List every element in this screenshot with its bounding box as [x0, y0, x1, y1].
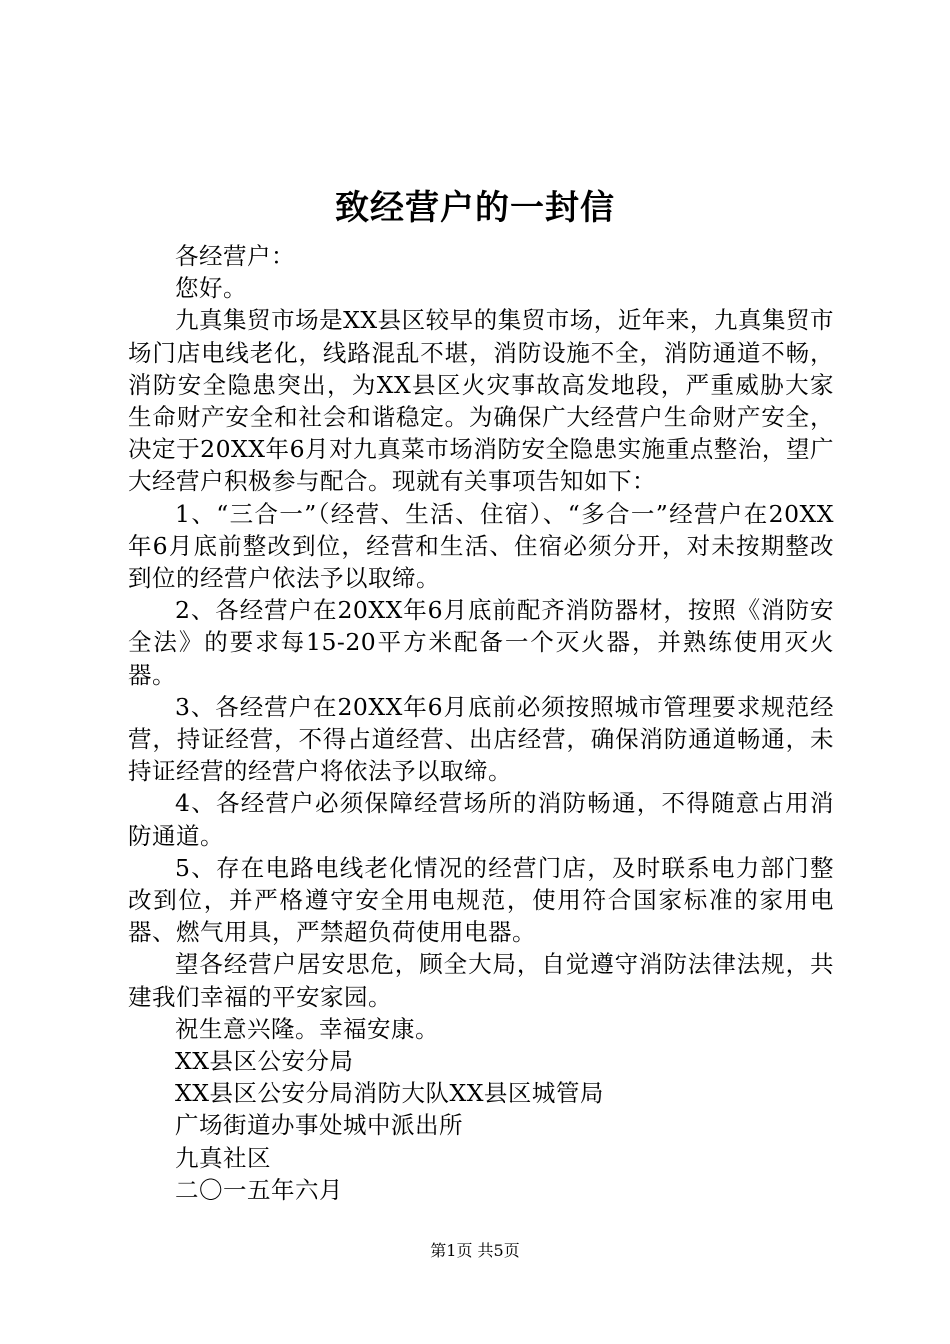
signature-2: XX县区公安分局消防大队XX县区城管局 — [175, 1079, 604, 1108]
item-1: 1、“三合一”（经营、生活、住宿）、“多合一”经营户在20XX年6月底前整改到位，经营和生活、住宿必须分开，对未按期整改到位的经营户依法予以取缔。 — [128, 499, 834, 593]
item-4: 4、各经营户必须保障经营场所的消防畅通，不得随意占用消防通道。 — [128, 789, 834, 850]
letter-body — [128, 240, 834, 1206]
salutation: 您好。 — [175, 274, 247, 303]
item-2: 2、各经营户在20XX年6月底前配齐消防器材，按照《消防安全法》的要求每15-20平方米配备一个灭火器，并熟练使用灭火器。 — [128, 596, 834, 689]
intro-paragraph: 九真集贸市场是XX县区较早的集贸市场，近年来，九真集贸市场门店电线老化，线路混乱不堪，消防设施不全，消防通道不畅，消防安全隐患突出，为XX县区火灾事故高发地段，严重威胁大家生命财产安全和社会和谐稳定。为确保广大经营户生命财产安全，决定于20XX年6月对九真菜市场消防安全隐患实施重点整治，望广大经营户积极参与配合。现就有关事项告知如下： — [128, 306, 834, 496]
signature-3: 广场街道办事处城中派出所 — [175, 1111, 463, 1140]
greeting: 各经营户： — [175, 242, 295, 270]
item-3: 3、各经营户在20XX年6月底前必须按照城市管理要求规范经营，持证经营，不得占道经营、出店经营，确保消防通道畅通，未持证经营的经营户将依法予以取缔。 — [128, 692, 834, 786]
signature-4: 九真社区 — [175, 1143, 271, 1172]
signature-1: XX县区公安分局 — [175, 1047, 354, 1076]
wishes: 祝生意兴隆。幸福安康。 — [175, 1014, 439, 1043]
date: 二〇一五年六月 — [175, 1175, 343, 1204]
item-5: 5、存在电路电线老化情况的经营门店，及时联系电力部门整改到位，并严格遵守安全用电规范，使用符合国家标准的家用电器、燃气用具，严禁超负荷使用电器。 — [128, 853, 834, 947]
page-footer: 第1页 共5页 — [430, 1241, 520, 1260]
closing-paragraph: 望各经营户居安思危，顾全大局，自觉遵守消防法律法规，共建我们幸福的平安家园。 — [128, 950, 834, 1011]
document-title: 致经营户的一封信 — [335, 188, 615, 228]
